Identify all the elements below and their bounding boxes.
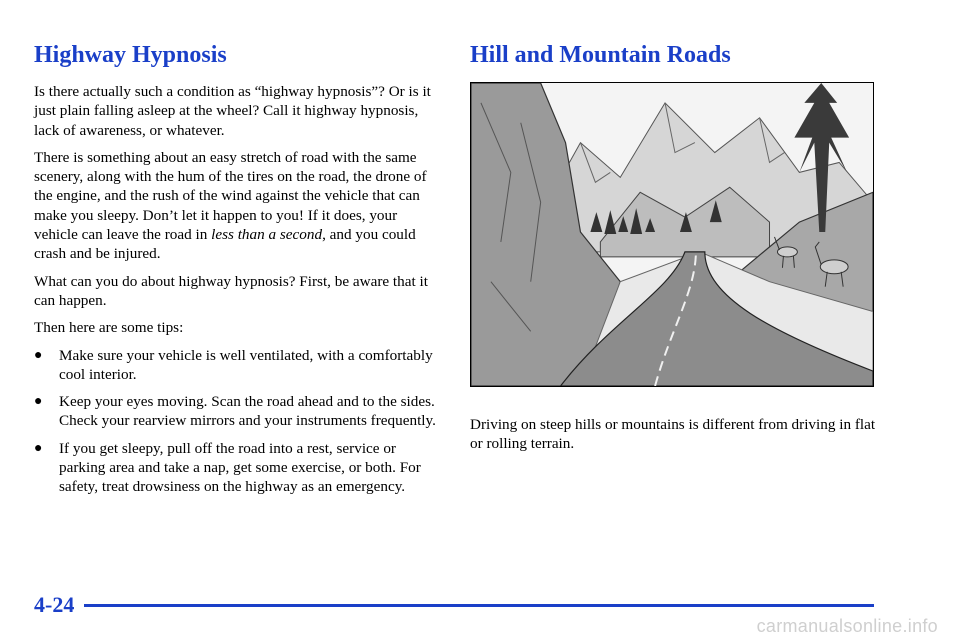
section-title-highway-hypnosis: Highway Hypnosis: [34, 42, 227, 68]
list-item: [34, 392, 438, 431]
tips-list: [34, 346, 438, 497]
paragraph-scenery-start: There is something about an easy stretch of road with the same scenery, along with the hum of the tires on the road, the drone of the engine, and the rush of the wind against the vehicle that can make you sleepy. Don’t let it happen to you! If it does, your vehicle can leave the road in: [34, 148, 427, 244]
section-title-hill-mountain-roads: Hill and Mountain Roads: [470, 42, 731, 68]
caption-driving-steep-hills: Driving on steep hills or mountains is different from driving in flat or rolling terrain.: [470, 416, 876, 453]
left-column: [34, 40, 438, 505]
footer-rule: [84, 604, 874, 607]
paragraph-scenery: [34, 148, 438, 264]
page-number: 4-24: [34, 592, 75, 617]
bullet-icon: ●: [34, 394, 43, 410]
right-column: [470, 40, 880, 462]
emphasis-less-than-a-second: less than a second: [211, 226, 323, 244]
list-item: [34, 439, 438, 497]
paragraph-scenery-end: , and you could crash and be injured.: [34, 226, 416, 263]
list-item-text: If you get sleepy, pull off the road into a rest, service or parking area and take a nap, get some exercise, or both. For safety, treat drowsiness on the highway as an emergency.: [59, 439, 421, 496]
bullet-icon: ●: [34, 440, 43, 456]
bullet-icon: ●: [34, 347, 43, 363]
paragraph-what-can-you-do: What can you do about highway hypnosis? First, be aware that it can happen.: [34, 272, 428, 309]
paragraph-tips-intro: Then here are some tips:: [34, 319, 184, 337]
list-item-text: Make sure your vehicle is well ventilated, with a comfortably cool interior.: [59, 346, 433, 383]
paragraph-intro: Is there actually such a condition as “highway hypnosis”? Or is it just plain falling asleep at the wheel? Call it highway hypnosis, lack of awareness, or whatever.: [34, 83, 431, 139]
mountain-road-drawing: [471, 83, 873, 386]
watermark: carmanualsonline.info: [756, 616, 938, 636]
mountain-road-illustration: [470, 82, 874, 387]
list-item: [34, 346, 438, 385]
list-item-text: Keep your eyes moving. Scan the road ahead and to the sides. Check your rearview mirrors and your instruments frequently.: [59, 393, 436, 430]
